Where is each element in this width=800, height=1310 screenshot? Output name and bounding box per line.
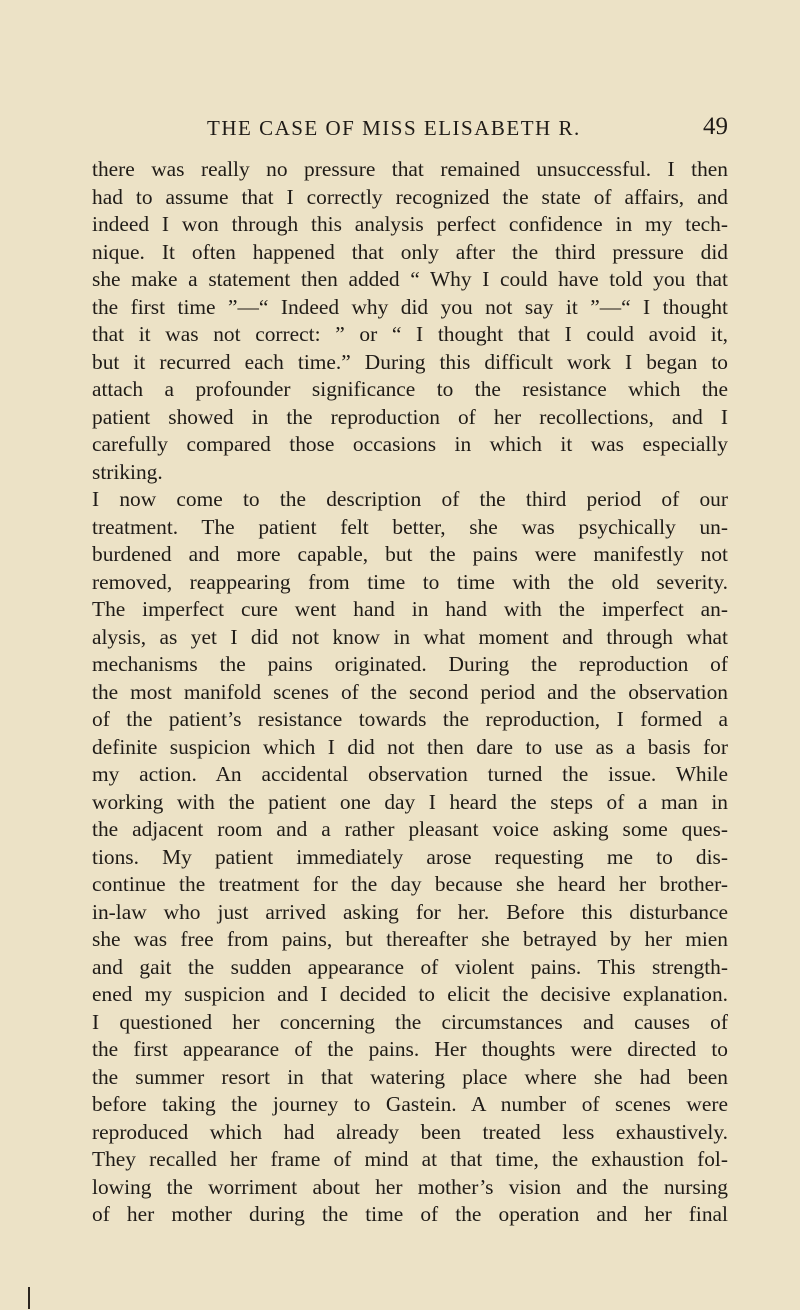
text-line: of her mother during the time of the operation and her final xyxy=(92,1202,728,1226)
text-line: burdened and more capable, but the pains were manifestly not xyxy=(92,542,728,566)
text-line: treatment. The patient felt better, she was psychically un- xyxy=(92,514,728,539)
text-line: she make a statement then added “ Why I could have told you that xyxy=(92,267,728,291)
text-line: the first time ”—“ Indeed why did you not say it ”—“ I thought xyxy=(92,294,728,319)
text-line: she was free from pains, but thereafter she betrayed by her mien xyxy=(92,927,728,951)
text-line: nique. It often happened that only after the third pressure did xyxy=(92,239,728,264)
text-line: that it was not correct: ” or “ I thought that I could avoid it, xyxy=(92,322,728,346)
text-line: and gait the sudden appearance of violent pains. This strength- xyxy=(92,954,728,979)
text-line: but it recurred each time.” During this difficult work I began to xyxy=(92,349,728,374)
text-line: working with the patient one day I heard the steps of a man in xyxy=(92,789,728,814)
text-line: ened my suspicion and I decided to elicit the decisive explanation. xyxy=(92,982,728,1006)
text-line: my action. An accidental observation turned the issue. While xyxy=(92,762,728,786)
text-line: patient showed in the reproduction of her recollections, and I xyxy=(92,404,728,429)
margin-mark xyxy=(28,1287,30,1309)
text-line: lowing the worriment about her mother’s vision and the nursing xyxy=(92,1174,728,1199)
text-line: of the patient’s resistance towards the reproduction, I formed a xyxy=(92,707,728,731)
running-title: THE CASE OF MISS ELISABETH R. xyxy=(207,116,581,140)
text-line: removed, reappearing from time to time with the old severity. xyxy=(92,569,728,594)
text-line: I questioned her concerning the circumstances and causes of xyxy=(92,1009,728,1034)
text-line: The imperfect cure went hand in hand with the imperfect an- xyxy=(92,597,728,621)
text-line: tions. My patient immediately arose requesting me to dis- xyxy=(92,844,728,869)
text-line: definite suspicion which I did not then dare to use as a basis for xyxy=(92,734,728,759)
text-line: the first appearance of the pains. Her thoughts were directed to xyxy=(92,1037,728,1061)
text-line: attach a profounder significance to the resistance which the xyxy=(92,377,728,401)
text-line: mechanisms the pains originated. During the reproduction of xyxy=(92,652,728,676)
paragraph-start-line: I now come to the description of the third period of our xyxy=(92,487,728,511)
text-line: before taking the journey to Gastein. A number of scenes were xyxy=(92,1092,728,1116)
text-line: in-law who just arrived asking for her. Before this disturbance xyxy=(92,899,728,924)
body-text xyxy=(92,156,728,1229)
text-line: the adjacent room and a rather pleasant voice asking some ques- xyxy=(92,817,728,841)
page-header xyxy=(92,113,728,143)
paragraph-end-line: striking. xyxy=(92,459,163,484)
text-line: carefully compared those occasions in which it was especially xyxy=(92,432,728,456)
text-line: the summer resort in that watering place where she had been xyxy=(92,1064,728,1089)
text-line: They recalled her frame of mind at that time, the exhaustion fol- xyxy=(92,1147,728,1171)
text-line: there was really no pressure that remained unsuccessful. I then xyxy=(92,157,728,181)
page-number: 49 xyxy=(703,113,728,140)
text-line: reproduced which had already been treated less exhaustively. xyxy=(92,1119,728,1144)
text-line: alysis, as yet I did not know in what moment and through what xyxy=(92,624,728,649)
text-line: the most manifold scenes of the second period and the observation xyxy=(92,679,728,704)
text-line: indeed I won through this analysis perfect confidence in my tech- xyxy=(92,212,728,236)
text-line: continue the treatment for the day because she heard her brother- xyxy=(92,872,728,896)
text-line: had to assume that I correctly recognized the state of affairs, and xyxy=(92,184,728,209)
